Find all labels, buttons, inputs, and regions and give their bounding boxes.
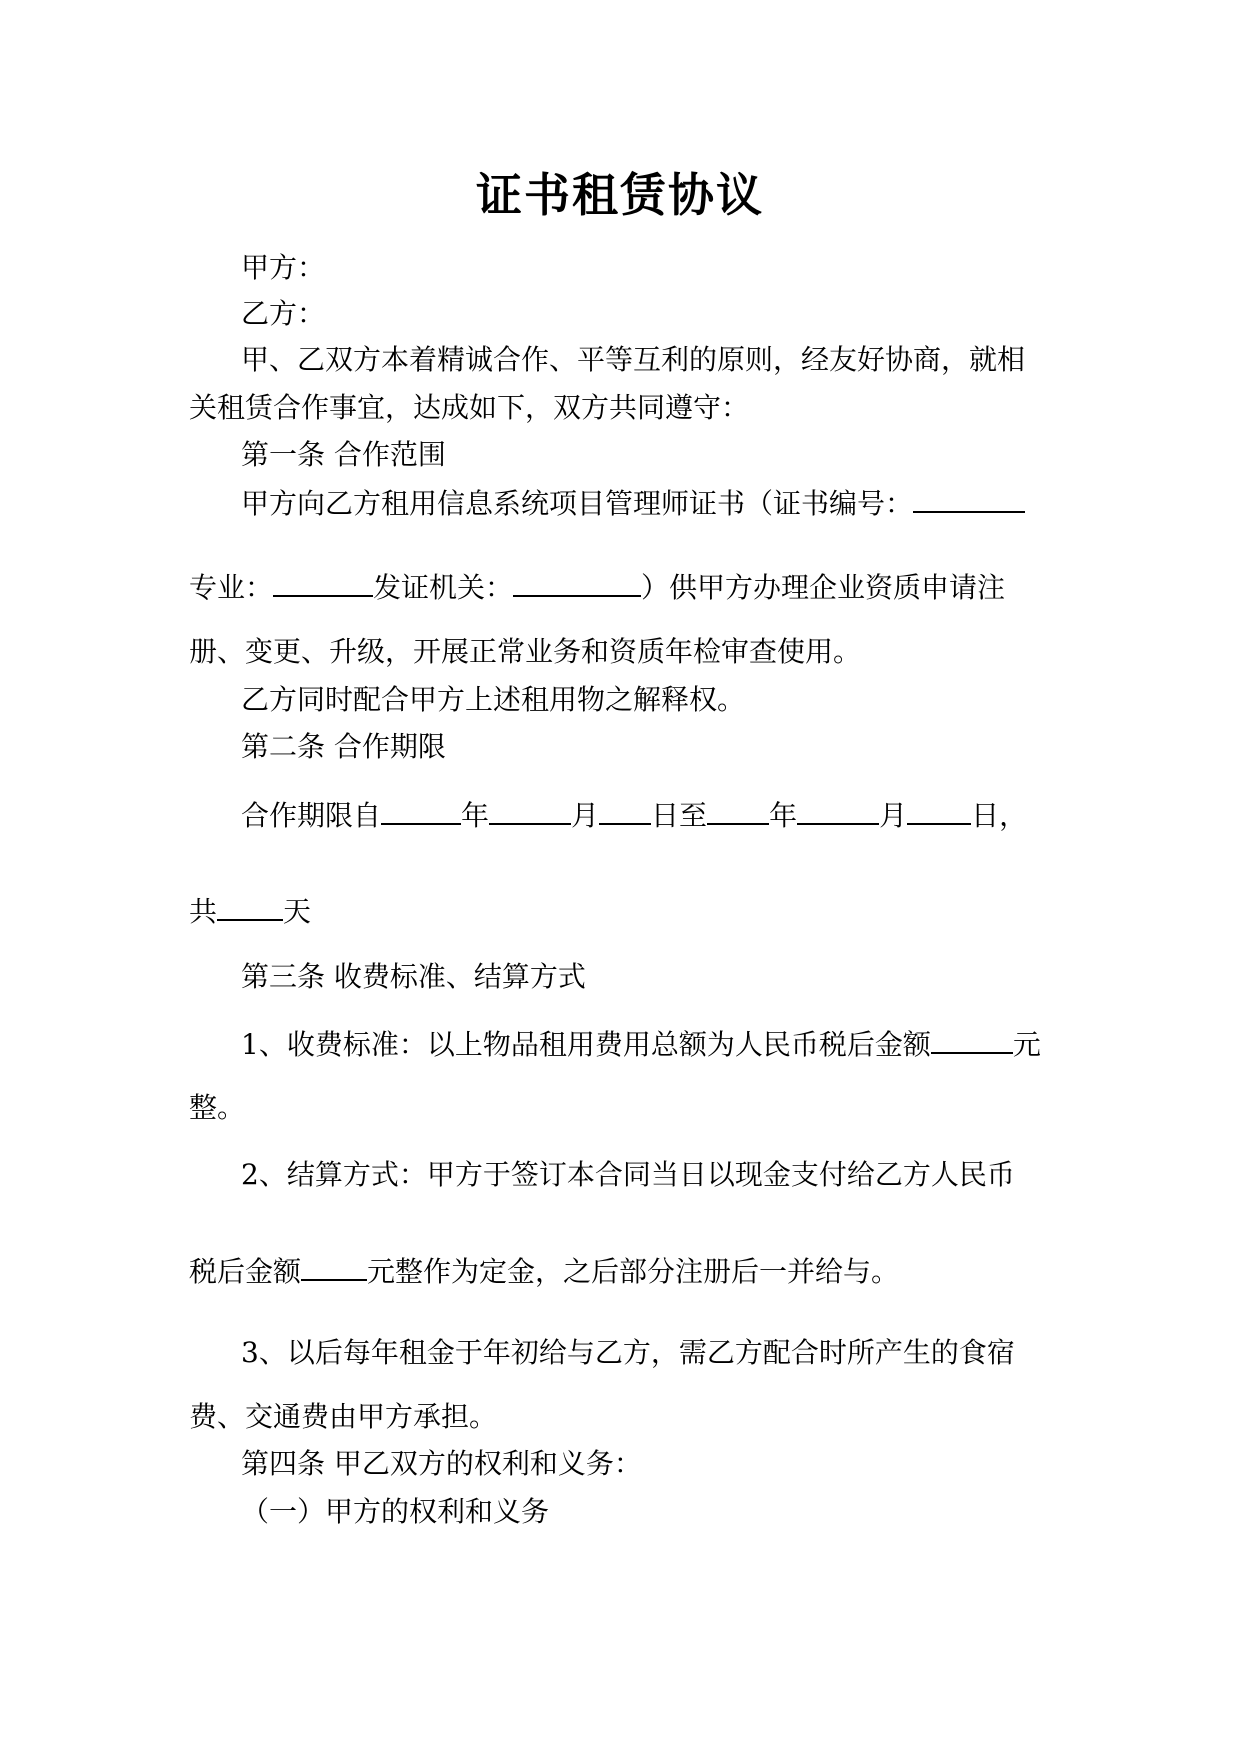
month-label-2: 月 bbox=[879, 799, 908, 832]
day-to-label: 日至 bbox=[651, 799, 708, 832]
item2-text-b1: 税后金额 bbox=[189, 1255, 302, 1288]
article3-item1-line bbox=[241, 1026, 1041, 1063]
party-b-label: 乙方： bbox=[241, 297, 326, 330]
start-month-blank bbox=[489, 797, 571, 825]
major-blank bbox=[273, 569, 373, 597]
article3-item2-line-2 bbox=[189, 1253, 899, 1290]
intro-line-1: 甲、乙双方本着精诚合作、平等互利的原则，经友好协商，就相 bbox=[241, 343, 1026, 376]
item1-text-b: 元 bbox=[1012, 1028, 1041, 1061]
article1-text-a: 甲方向乙方租用信息系统项目管理师证书（证书编号： bbox=[241, 487, 914, 520]
end-month-blank bbox=[797, 797, 879, 825]
article3-item3-line: 3、以后每年租金于年初给与乙方，需乙方配合时所产生的食宿 bbox=[241, 1336, 1015, 1369]
document-title: 证书租赁协议 bbox=[476, 168, 764, 222]
article1-heading: 第一条 合作范围 bbox=[241, 438, 446, 471]
item1-text-a: 1、收费标准：以上物品租用费用总额为人民币税后金额 bbox=[241, 1028, 931, 1061]
article1-line-a bbox=[241, 485, 1025, 522]
article3-item2-line: 2、结算方式：甲方于签订本合同当日以现金支付给乙方人民币 bbox=[241, 1158, 1015, 1191]
article4-heading: 第四条 甲乙双方的权利和义务： bbox=[241, 1447, 642, 1480]
certificate-number-blank bbox=[913, 485, 1025, 513]
article1-text-b2: 发证机关： bbox=[373, 571, 514, 604]
deposit-amount-blank bbox=[301, 1253, 367, 1281]
article3-item3-line-2: 费、交通费由甲方承担。 bbox=[189, 1400, 498, 1433]
article1-text-b1: 专业： bbox=[189, 571, 274, 604]
start-day-blank bbox=[599, 797, 651, 825]
article2-total-line bbox=[189, 893, 311, 930]
article2-heading: 第二条 合作期限 bbox=[241, 730, 446, 763]
year-label-1: 年 bbox=[461, 799, 490, 832]
total-suffix: 天 bbox=[283, 895, 312, 928]
article3-item1-line-2: 整。 bbox=[189, 1091, 246, 1124]
article1-line-c: 册、变更、升级，开展正常业务和资质年检审查使用。 bbox=[189, 635, 862, 668]
article1-line-b bbox=[189, 569, 1005, 606]
end-year-blank bbox=[707, 797, 769, 825]
item2-text-b2: 元整作为定金，之后部分注册后一并给与。 bbox=[367, 1255, 900, 1288]
total-days-blank bbox=[217, 893, 283, 921]
intro-line-2: 关租赁合作事宜，达成如下，双方共同遵守： bbox=[189, 391, 750, 424]
party-a-label: 甲方： bbox=[241, 251, 326, 284]
article1-line-d: 乙方同时配合甲方上述租用物之解释权。 bbox=[241, 683, 746, 716]
total-prefix: 共 bbox=[189, 895, 218, 928]
period-from-label: 合作期限自 bbox=[241, 799, 382, 832]
month-label-1: 月 bbox=[571, 799, 600, 832]
article4-sub1: （一）甲方的权利和义务 bbox=[241, 1495, 550, 1528]
article3-heading: 第三条 收费标准、结算方式 bbox=[241, 960, 586, 993]
article2-period-line bbox=[241, 797, 1027, 834]
end-day-blank bbox=[907, 797, 971, 825]
fee-amount-blank bbox=[931, 1026, 1013, 1054]
day-end-label: 日， bbox=[971, 799, 1028, 832]
start-year-blank bbox=[381, 797, 461, 825]
year-label-2: 年 bbox=[769, 799, 798, 832]
issuing-authority-blank bbox=[513, 569, 641, 597]
article1-text-b3: ）供甲方办理企业资质申请注 bbox=[641, 571, 1006, 604]
